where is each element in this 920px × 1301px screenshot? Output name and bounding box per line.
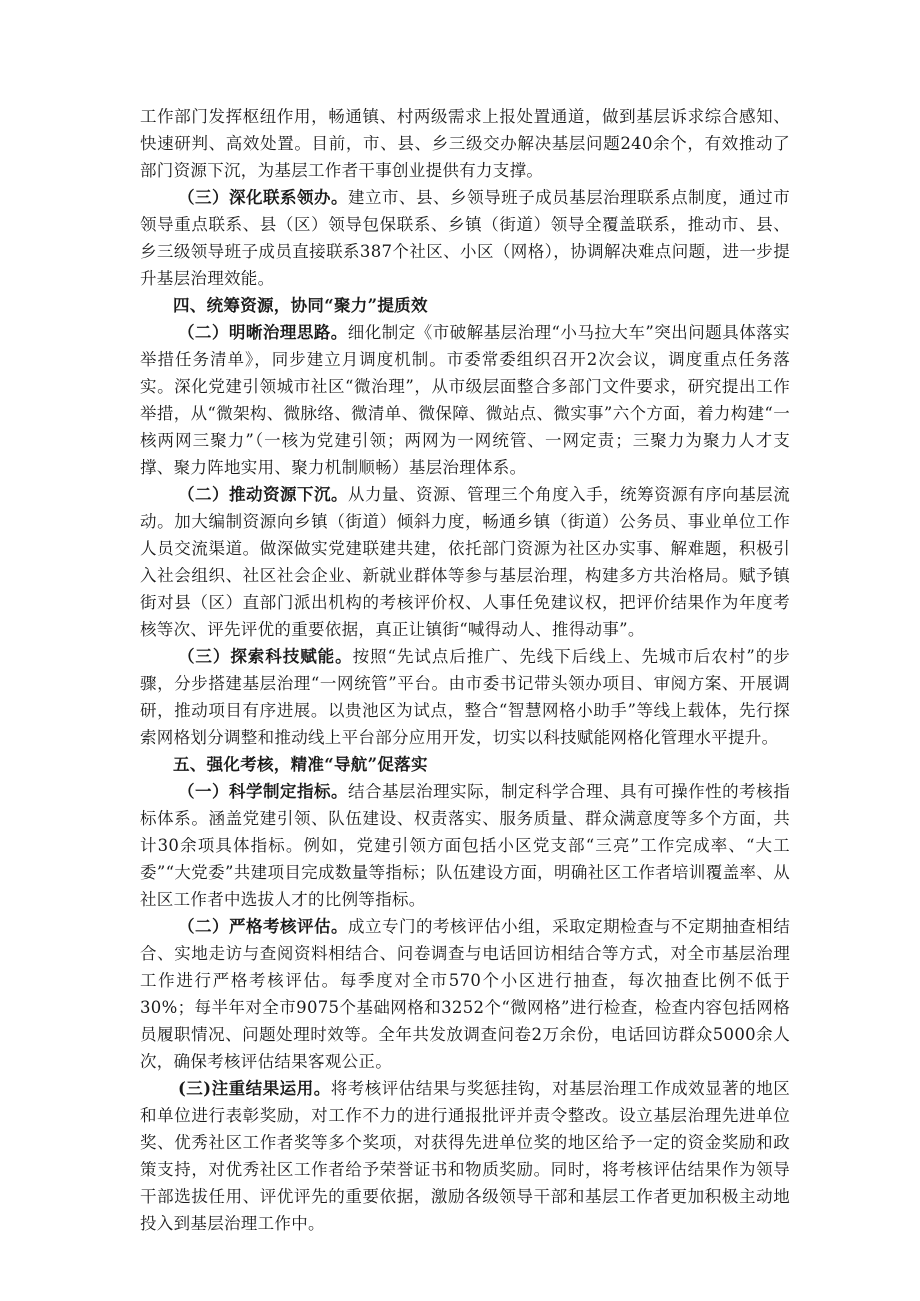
paragraph-text: 从力量、资源、管理三个角度入手，统筹资源有序向基层流动。加大编制资源向乡镇（街道）倾斜力度，畅通乡镇（街道）公务员、事业单位工作人员交流渠道。做深做实党建联建共建，依托部门资源为社区办实事、解难题，积极引入社会组织、社区社会企业、新就业群体等参与基层治理，构建多方共治格局。赋予镇街对县（区）直部门派出机构的考核评价权、人事任免建议权，把评价结果作为年度考核等次、评先评优的重要依据，真正让镇街“喊得动人、推得动事”。 xyxy=(140,485,790,639)
paragraph-text: 工作部门发挥枢纽作用，畅通镇、村两级需求上报处置通道，做到基层诉求综合感知、快速研判、高效处置。目前，市、县、乡三级交办解决基层问题240余个，有效推动了部门资源下沉，为基层工作者干事创业提供有力支撑。 xyxy=(140,107,790,180)
paragraph-clarify-thinking xyxy=(140,319,790,481)
paragraph-result-application xyxy=(140,1075,790,1237)
paragraph-lead: （二）严格考核评估。 xyxy=(177,917,349,936)
paragraph-lead: （二）推动资源下沉。 xyxy=(177,485,349,504)
paragraph-lead: (三)注重结果运用。 xyxy=(177,1079,331,1098)
paragraph-text: 按照“先试点后推广、先线下后线上、先城市后农村”的步骤，分步搭建基层治理“一网统管”平台。由市委书记带头领办项目、审阅方案、开展调研，推动项目有序进展。以贵池区为试点，整合“智慧网格小助手”等线上载体，先行探索网格划分调整和推动线上平台部分应用开发，切实以科技赋能网格化管理水平提升。 xyxy=(140,647,791,747)
section-heading-four: 四、统筹资源，协同“聚力”提质效 xyxy=(173,296,428,315)
paragraph-text: 建立市、县、乡领导班子成员基层治理联系点制度，通过市领导重点联系、县（区）领导包保联系、乡镇（街道）领导全覆盖联系，推动市、县、乡三级领导班子成员直接联系387个社区、小区（网格），协调解决难点问题，进一步提升基层治理效能。 xyxy=(140,188,790,288)
paragraph-text: 将考核评估结果与奖惩挂钩，对基层治理工作成效显著的地区和单位进行表彰奖励，对工作不力的进行通报批评并责令整改。设立基层治理先进单位奖、优秀社区工作者奖等多个奖项，对获得先进单位奖的地区给予一定的资金奖励和政策支持，对优秀社区工作者给予荣誉证书和物质奖励。同时，将考核评估结果作为领导干部选拔任用、评优评先的重要依据，激励各级领导干部和基层工作者更加积极主动地投入到基层治理工作中。 xyxy=(140,1079,790,1233)
paragraph-lead: （三）探索科技赋能。 xyxy=(177,647,353,666)
paragraph-tech-empowerment xyxy=(140,643,790,751)
paragraph-lead: （三）深化联系领办。 xyxy=(177,188,349,207)
paragraph-text: 结合基层治理实际，制定科学合理、具有可操作性的考核指标体系。涵盖党建引领、队伍建设、权责落实、服务质量、群众满意度等多个方面，共计30余项具体指标。例如，党建引领方面包括小区党支部“三亮”工作完成率、“大工委”“大党委”共建项目完成数量等指标；队伍建设方面，明确社区工作者培训覆盖率、从社区工作者中选拔人才的比例等指标。 xyxy=(140,782,790,909)
paragraph-indicators xyxy=(140,778,790,913)
paragraph-deepen-liaison xyxy=(140,184,790,292)
section-heading-five: 五、强化考核，精准“导航”促落实 xyxy=(173,755,428,774)
paragraph-text: 成立专门的考核评估小组，采取定期检查与不定期抽查相结合、实地走访与查阅资料相结合、问卷调查与电话回访相结合等方式，对全市基层治理工作进行严格考核评估。每季度对全市570个小区进行抽查，每次抽查比例不低于30%；每半年对全市9075个基础网格和3252个“微网格”进行检查，检查内容包括网格员履职情况、问题处理时效等。全年共发放调查问卷2万余份，电话回访群众5000余人次，确保考核评估结果客观公正。 xyxy=(140,917,790,1071)
paragraph-resources-downward xyxy=(140,481,790,643)
paragraph-lead: （一）科学制定指标。 xyxy=(177,782,349,801)
paragraph-strict-assessment xyxy=(140,913,790,1075)
paragraph-text: 细化制定《市破解基层治理“小马拉大车”突出问题具体落实举措任务清单》，同步建立月调度机制。市委常委组织召开2次会议，调度重点任务落实。深化党建引领城市社区“微治理”，从市级层面整合多部门文件要求，研究提出工作举措，从“微架构、微脉络、微清单、微保障、微站点、微实事”六个方面，着力构建“一核两网三聚力”（一核为党建引领；两网为一网统管、一网定责；三聚力为聚力人才支撑、聚力阵地实用、聚力机制顺畅）基层治理体系。 xyxy=(140,323,790,477)
paragraph-lead: （二）明晰治理思路。 xyxy=(177,323,348,342)
paragraph-continuation xyxy=(140,103,790,184)
document-page xyxy=(140,103,790,1237)
